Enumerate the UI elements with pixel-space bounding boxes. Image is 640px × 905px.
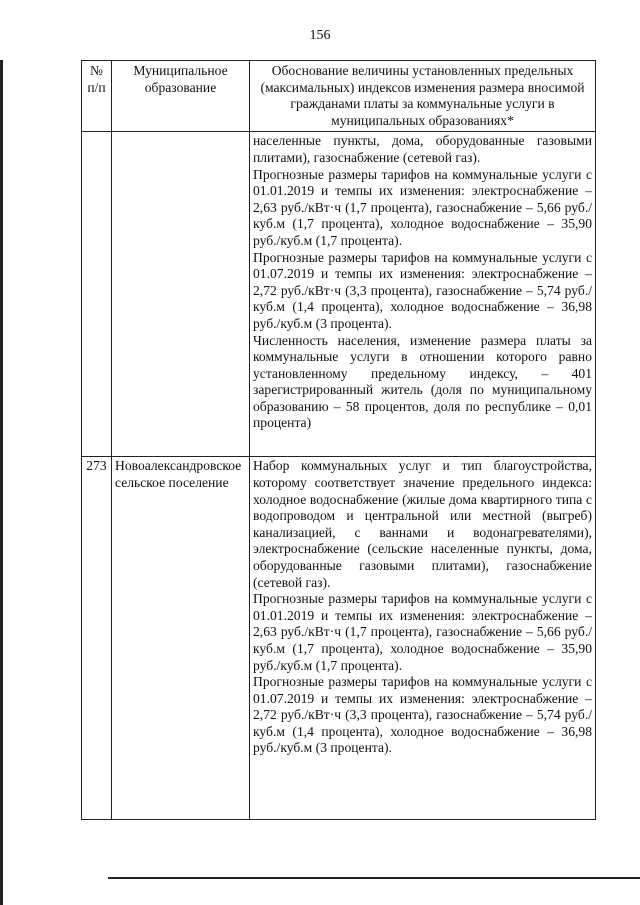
table-row (82, 457, 596, 820)
row-municipality: Новоалександровское сельское поселение (112, 457, 250, 820)
table-row (82, 132, 596, 457)
justification-paragraph: Набор коммунальных услуг и тип благоустройства, которому соответствует значение предельного индекса: холодное водоснабжение (жилые дома квартирного типа с водопроводом и центральной или местной (выгреб) канализацией, с ваннами и водонагревателями), электроснабжение (сельские населенные пункты, дома, оборудованные газовыми плитами), газоснабжение (сетевой газ). (253, 458, 592, 590)
row-number: 273 (82, 457, 112, 820)
justification-paragraph: Прогнозные размеры тарифов на коммунальные услуги с 01.01.2019 и темпы их изменения: электроснабжение – 2,63 руб./кВт·ч (1,7 процента), газоснабжение – 5,66 руб./куб.м (1,7 процента), холодное водоснабжение – 35,90 руб./куб.м (1,7 процента). (253, 591, 592, 673)
row-justification (250, 457, 596, 820)
justification-paragraph: Прогнозные размеры тарифов на коммунальные услуги с 01.07.2019 и темпы их изменения: электроснабжение – 2,72 руб./кВт·ч (3,3 процента), газоснабжение – 5,74 руб./куб.м (1,4 процента), холодное водоснабжение – 36,98 руб./куб.м (3 процента). (253, 674, 592, 756)
row-number (82, 132, 112, 457)
scan-bottom-edge (108, 877, 640, 879)
page-number: 156 (309, 28, 331, 43)
header-number: № п/п (82, 61, 112, 132)
header-municipality: Муниципальное образование (112, 61, 250, 132)
row-municipality (112, 132, 250, 457)
scan-left-edge (0, 60, 3, 905)
row-justification (250, 132, 596, 457)
justification-paragraph: Численность населения, изменение размера платы за коммунальные услуги в отношении которого равно установленному предельному индексу, – 401 зарегистрированный житель (доля по муниципальному образованию – 58 процентов, доля по республике – 0,01 процента) (253, 332, 592, 431)
table-header-row (82, 61, 596, 132)
tariff-justification-table (81, 60, 596, 820)
justification-paragraph: Прогнозные размеры тарифов на коммунальные услуги с 01.07.2019 и темпы их изменения: электроснабжение – 2,72 руб./кВт·ч (3,3 процента), газоснабжение – 5,74 руб./куб.м (1,4 процента), холодное водоснабжение – 36,98 руб./куб.м (3 процента). (253, 249, 592, 331)
justification-paragraph: населенные пункты, дома, оборудованные газовыми плитами), газоснабжение (сетевой газ). (253, 133, 592, 165)
header-justification: Обоснование величины установленных предельных (максимальных) индексов изменения размера вносимой гражданами платы за коммунальные услуги в муниципальных образованиях* (250, 61, 596, 132)
justification-paragraph: Прогнозные размеры тарифов на коммунальные услуги с 01.01.2019 и темпы их изменения: электроснабжение – 2,63 руб./кВт·ч (1,7 процента), газоснабжение – 5,66 руб./куб.м (1,7 процента), холодное водоснабжение – 35,90 руб./куб.м (1,7 процента). (253, 166, 592, 248)
